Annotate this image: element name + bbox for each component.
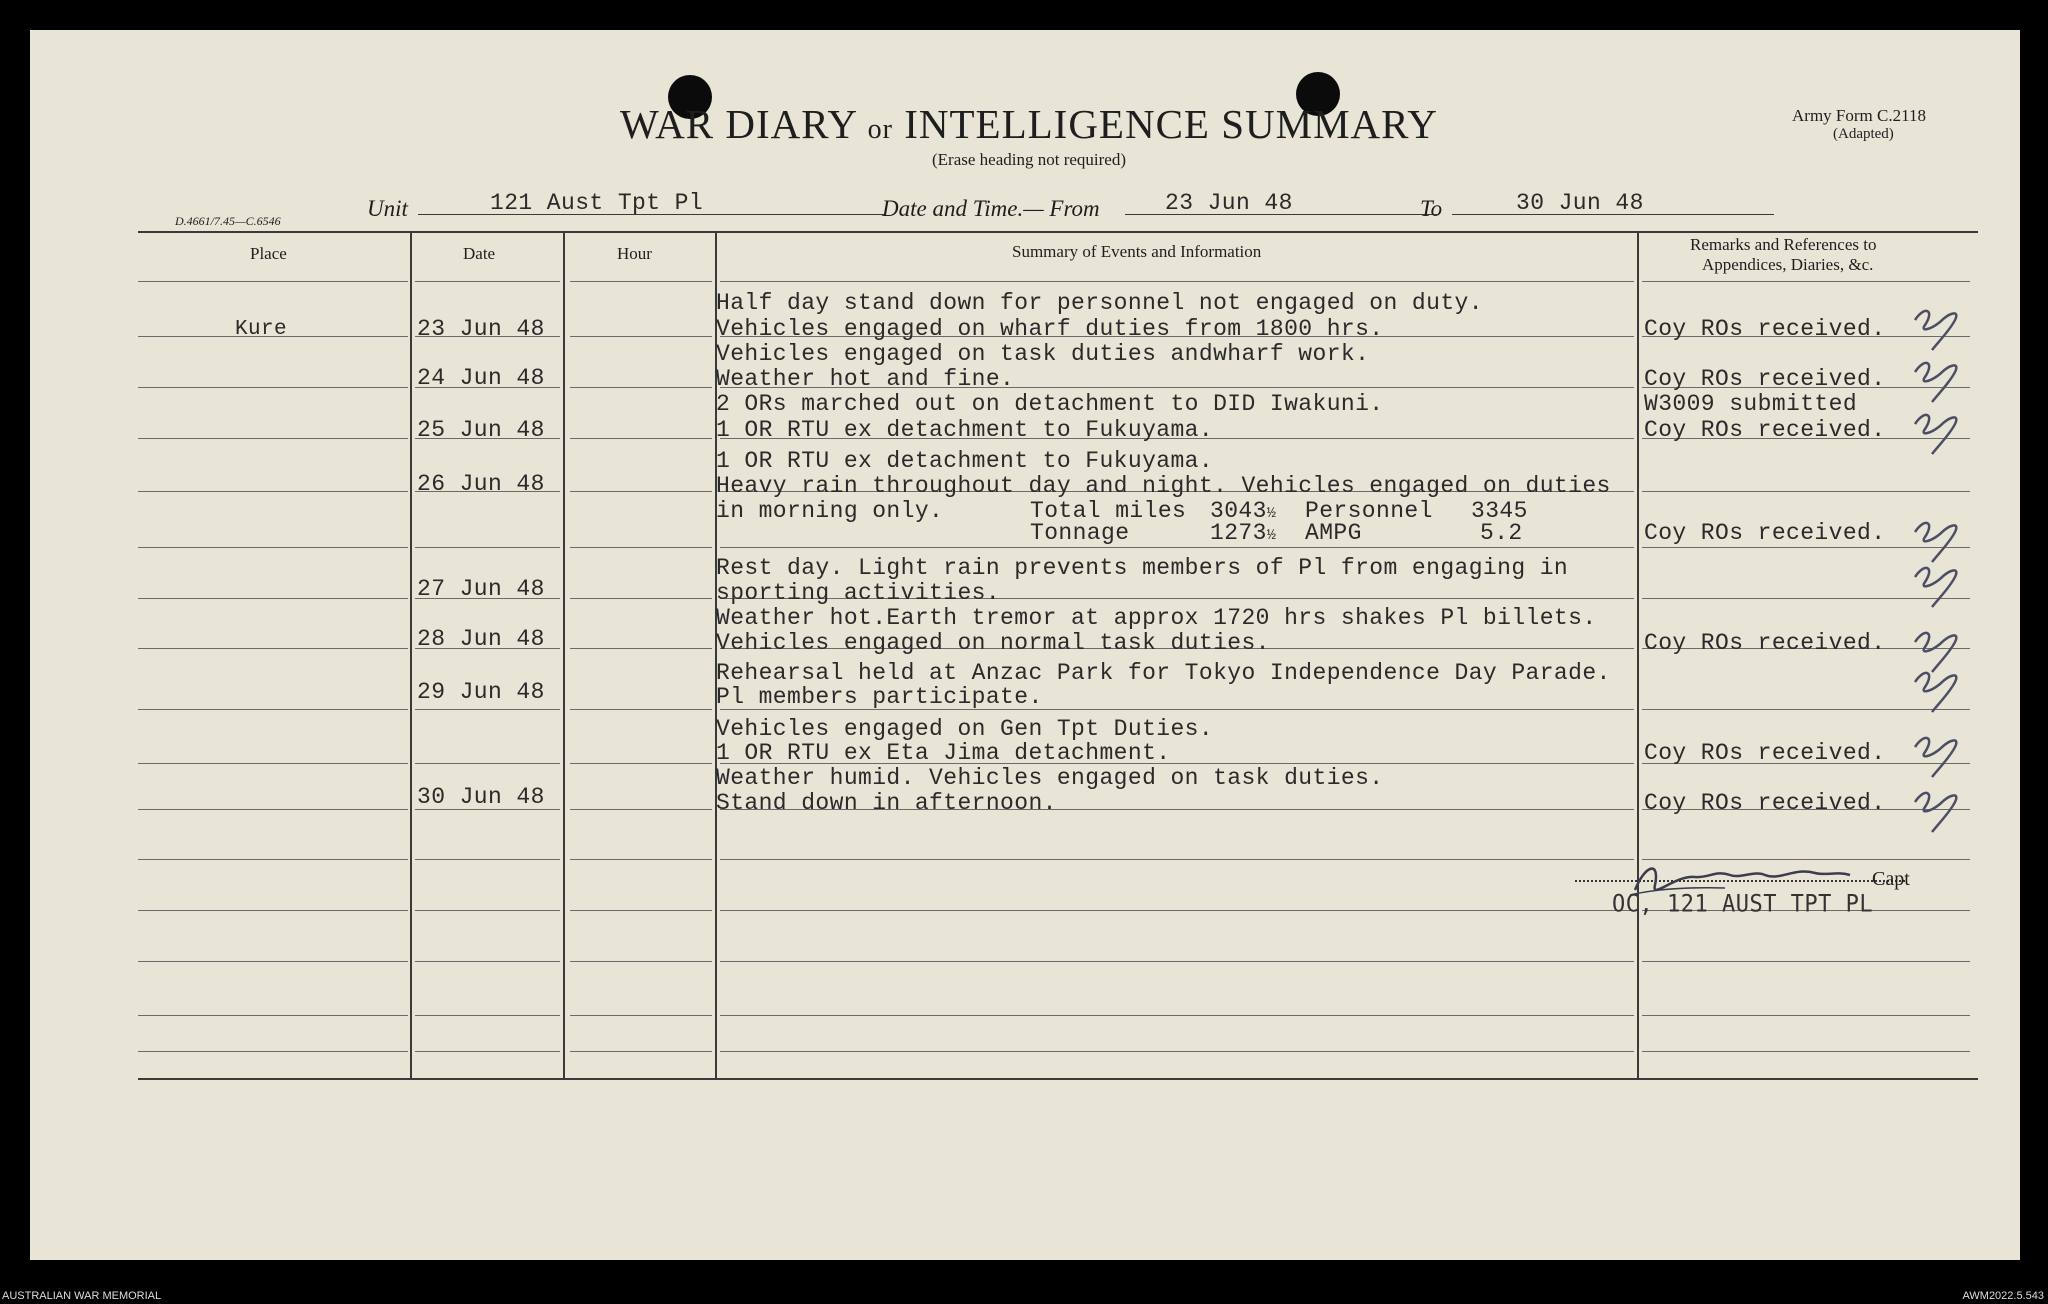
- row-rule: [570, 281, 712, 282]
- row-rule: [720, 859, 1634, 860]
- row-rule: [570, 598, 712, 599]
- page-subtitle: (Erase heading not required): [932, 150, 1126, 169]
- date-cell: 30 Jun 48: [417, 784, 545, 810]
- summary-line: Weather humid. Vehicles engaged on task duties.: [716, 765, 1384, 791]
- stat-total-miles-number: 3043: [1210, 498, 1267, 524]
- row-rule: [1642, 281, 1970, 282]
- date-cell: 27 Jun 48: [417, 576, 545, 602]
- handwritten-initials: [1910, 300, 1970, 355]
- summary-line: Weather hot and fine.: [716, 366, 1015, 392]
- summary-line: 1 OR RTU ex detachment to Fukuyama.: [716, 417, 1214, 443]
- row-rule: [570, 1015, 712, 1016]
- unit-label: Unit: [367, 196, 408, 221]
- print-code: D.4661/7.45—C.6546: [175, 214, 281, 228]
- row-rule: [1642, 1051, 1970, 1052]
- summary-line: 1 OR RTU ex detachment to Fukuyama.: [716, 448, 1214, 474]
- handwritten-initials: [1910, 727, 1970, 782]
- summary-line: Rest day. Light rain prevents members of Pl from engaging in: [716, 555, 1569, 581]
- row-rule: [415, 1015, 560, 1016]
- row-rule: [138, 438, 408, 439]
- handwritten-initials: [1910, 662, 1970, 717]
- row-rule: [138, 763, 408, 764]
- row-rule: [138, 709, 408, 710]
- row-rule: [1642, 1015, 1970, 1016]
- stat-total-miles-label: Total miles: [1030, 498, 1187, 524]
- date-cell: 26 Jun 48: [417, 471, 545, 497]
- summary-line: Vehicles engaged on normal task duties.: [716, 630, 1270, 656]
- row-rule: [138, 859, 408, 860]
- row-rule: [570, 961, 712, 962]
- summary-line: Vehicles engaged on Gen Tpt Duties.: [716, 716, 1214, 742]
- footer-left: AUSTRALIAN WAR MEMORIAL: [2, 1290, 162, 1302]
- column-header-remarks-1: Remarks and References to: [1690, 235, 1877, 254]
- column-divider-summary: [1637, 232, 1639, 1078]
- summary-line: Heavy rain throughout day and night. Vehicles engaged on duties: [716, 473, 1611, 499]
- signature-stamp: OC, 121 AUST TPT PL: [1612, 890, 1874, 919]
- remark-entry: Coy ROs received.: [1644, 740, 1886, 766]
- column-header-date: Date: [463, 244, 496, 263]
- row-rule: [570, 648, 712, 649]
- summary-line: Half day stand down for personnel not engaged on duty.: [716, 290, 1483, 316]
- handwritten-initials: [1910, 352, 1970, 407]
- row-rule: [570, 859, 712, 860]
- row-rule: [138, 648, 408, 649]
- summary-line: 2 ORs marched out on detachment to DID Iwakuni.: [716, 391, 1384, 417]
- table-bottom-border: [138, 1078, 1978, 1080]
- remark-entry: Coy ROs received.: [1644, 366, 1886, 392]
- row-rule: [720, 1015, 1634, 1016]
- summary-line: Vehicles engaged on task duties andwharf work.: [716, 341, 1370, 367]
- row-rule: [570, 438, 712, 439]
- column-header-summary: Summary of Events and Information: [1012, 242, 1262, 261]
- remark-entry: Coy ROs received.: [1644, 417, 1886, 443]
- row-rule: [570, 491, 712, 492]
- row-rule: [570, 809, 712, 810]
- row-rule: [138, 598, 408, 599]
- row-rule: [415, 547, 560, 548]
- column-divider-date: [563, 232, 565, 1078]
- diary-page: [30, 30, 2020, 1260]
- title-intelligence-summary: INTELLIGENCE SUMMARY: [904, 101, 1438, 147]
- date-cell: 23 Jun 48: [417, 316, 545, 342]
- remark-entry: Coy ROs received.: [1644, 316, 1886, 342]
- summary-line: Rehearsal held at Anzac Park for Tokyo Independence Day Parade.: [716, 660, 1611, 686]
- row-rule: [570, 709, 712, 710]
- summary-line: sporting activities.: [716, 580, 1001, 606]
- date-cell: 24 Jun 48: [417, 365, 545, 391]
- handwritten-initials: [1910, 404, 1970, 459]
- row-rule: [720, 961, 1634, 962]
- row-rule: [415, 281, 560, 282]
- summary-line: Pl members participate.: [716, 684, 1043, 710]
- row-rule: [415, 859, 560, 860]
- date-cell: 29 Jun 48: [417, 679, 545, 705]
- row-rule: [415, 1051, 560, 1052]
- stat-tonnage-number: 1273: [1210, 520, 1267, 546]
- remark-entry: Coy ROs received.: [1644, 790, 1886, 816]
- date-cell: 28 Jun 48: [417, 626, 545, 652]
- handwritten-initials: [1910, 782, 1970, 837]
- row-rule: [138, 1015, 408, 1016]
- date-time-label: Date and Time.— From: [882, 196, 1100, 221]
- row-rule: [1642, 961, 1970, 962]
- row-rule: [570, 387, 712, 388]
- row-rule: [138, 547, 408, 548]
- place-value: Kure: [235, 318, 288, 341]
- unit-value: 121 Aust Tpt Pl: [490, 190, 704, 216]
- form-reference: Army Form C.2118: [1792, 106, 1926, 125]
- summary-line: Weather hot.Earth tremor at approx 1720 hrs shakes Pl billets.: [716, 605, 1597, 631]
- row-rule: [570, 336, 712, 337]
- row-rule: [138, 281, 408, 282]
- row-rule: [570, 1051, 712, 1052]
- stat-ampg-value: 5.2: [1480, 520, 1523, 546]
- stat-tonnage-label: Tonnage: [1030, 520, 1130, 546]
- stat-total-miles-fraction: ½: [1266, 505, 1277, 522]
- remark-entry: W3009 submitted: [1644, 391, 1858, 417]
- title-war-diary: WAR DIARY: [620, 101, 857, 147]
- row-rule: [415, 910, 560, 911]
- row-rule: [720, 281, 1634, 282]
- stat-ampg-label: AMPG: [1305, 520, 1362, 546]
- table-top-border: [138, 231, 1978, 233]
- row-rule: [570, 763, 712, 764]
- summary-line: Vehicles engaged on wharf duties from 1800 hrs.: [716, 316, 1384, 342]
- row-rule: [415, 961, 560, 962]
- stat-personnel-value: 3345: [1471, 498, 1528, 524]
- form-adapted: (Adapted): [1833, 126, 1894, 142]
- row-rule: [415, 709, 560, 710]
- column-divider-place: [410, 232, 412, 1078]
- column-header-place: Place: [250, 244, 287, 263]
- handwritten-initials: [1910, 557, 1970, 612]
- row-rule: [570, 547, 712, 548]
- column-header-remarks-2: Appendices, Diaries, &c.: [1702, 255, 1874, 274]
- row-rule: [138, 387, 408, 388]
- row-rule: [415, 763, 560, 764]
- row-rule: [138, 961, 408, 962]
- page-title: [620, 100, 1438, 148]
- title-or: or: [867, 114, 893, 145]
- date-cell: 25 Jun 48: [417, 417, 545, 443]
- stat-tonnage-value: [1210, 520, 1276, 546]
- column-header-hour: Hour: [617, 244, 652, 263]
- row-rule: [138, 910, 408, 911]
- from-value: 23 Jun 48: [1165, 190, 1293, 216]
- summary-line: in morning only.: [716, 498, 944, 524]
- to-value: 30 Jun 48: [1516, 190, 1644, 216]
- row-rule: [1642, 491, 1970, 492]
- row-rule: [720, 547, 1634, 548]
- to-label: To: [1420, 196, 1443, 221]
- footer-right: AWM2022.5.543: [1962, 1290, 2044, 1302]
- stat-tonnage-fraction: ½: [1266, 527, 1277, 544]
- row-rule: [138, 1051, 408, 1052]
- signature-rank: Capt: [1872, 868, 1910, 890]
- row-rule: [138, 491, 408, 492]
- row-rule: [570, 910, 712, 911]
- remark-entry: Coy ROs received.: [1644, 520, 1886, 546]
- remark-entry: Coy ROs received.: [1644, 630, 1886, 656]
- row-rule: [720, 1051, 1634, 1052]
- row-rule: [720, 910, 1634, 911]
- row-rule: [138, 809, 408, 810]
- summary-line: Stand down in afternoon.: [716, 790, 1057, 816]
- summary-line: 1 OR RTU ex Eta Jima detachment.: [716, 740, 1171, 766]
- stat-personnel-label: Personnel: [1305, 498, 1433, 524]
